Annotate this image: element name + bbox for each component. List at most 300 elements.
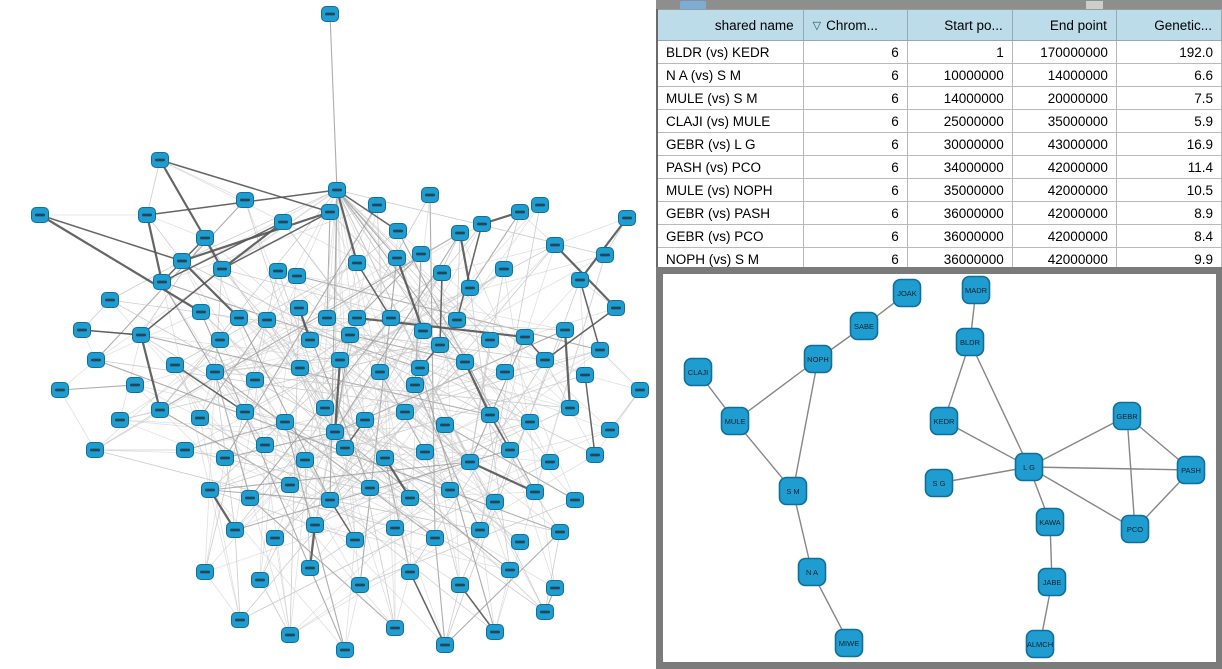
node-label-smudge <box>580 374 590 377</box>
network-node-bldr[interactable] <box>957 329 984 356</box>
node-label-smudge <box>215 339 225 342</box>
network-node[interactable] <box>427 531 444 546</box>
table-cell: 10000000 <box>907 64 1012 87</box>
table-row[interactable] <box>657 133 1222 156</box>
table-cell: 14000000 <box>907 87 1012 110</box>
network-node[interactable] <box>352 578 369 593</box>
node-label-smudge <box>430 537 440 540</box>
network-node[interactable] <box>389 251 406 266</box>
table-cell: 1 <box>907 41 1012 64</box>
node-label-smudge <box>255 579 265 582</box>
network-node[interactable] <box>442 483 459 498</box>
network-node[interactable] <box>174 254 191 269</box>
node-label-smudge <box>499 268 509 271</box>
table-cell: 30000000 <box>907 133 1012 156</box>
network-node[interactable] <box>282 628 299 643</box>
node-label-smudge <box>335 359 345 362</box>
network-edge[interactable] <box>793 359 818 491</box>
node-label-smudge <box>475 529 485 532</box>
network-node[interactable] <box>112 413 129 428</box>
network-node[interactable] <box>397 405 414 420</box>
node-label-smudge <box>515 541 525 544</box>
node-label-smudge <box>555 531 565 534</box>
node-label-smudge <box>105 299 115 302</box>
column-header-1[interactable] <box>803 10 907 41</box>
network-node[interactable] <box>197 231 214 246</box>
table-cell: 42000000 <box>1012 225 1116 248</box>
network-node[interactable] <box>193 305 210 320</box>
network-node[interactable] <box>297 453 314 468</box>
table-cell: 5.9 <box>1116 110 1221 133</box>
network-node[interactable] <box>602 423 619 438</box>
node-label-smudge <box>330 431 340 434</box>
network-node[interactable] <box>537 605 554 620</box>
network-node-n-a[interactable] <box>799 559 826 586</box>
network-node[interactable] <box>307 518 324 533</box>
table-cell: MULE (vs) S M <box>657 87 803 110</box>
network-node[interactable] <box>197 565 214 580</box>
node-label-smudge <box>455 584 465 587</box>
network-node[interactable] <box>88 353 105 368</box>
network-node[interactable] <box>434 266 451 281</box>
network-node[interactable] <box>413 247 430 262</box>
network-node[interactable] <box>302 333 319 348</box>
network-node-mule[interactable] <box>722 408 749 435</box>
network-node[interactable] <box>232 613 249 628</box>
table-row[interactable] <box>657 41 1222 64</box>
column-header-label: End point <box>1049 17 1107 33</box>
node-label-smudge <box>520 336 530 339</box>
table-cell: 6 <box>803 41 907 64</box>
network-node[interactable] <box>289 269 306 284</box>
table-cell: 8.9 <box>1116 202 1221 225</box>
table-cell: 192.0 <box>1116 41 1221 64</box>
node-label-smudge <box>320 407 330 410</box>
network-node[interactable] <box>597 248 614 263</box>
node-label-smudge <box>90 449 100 452</box>
network-node[interactable] <box>542 455 559 470</box>
table-cell: 34000000 <box>907 156 1012 179</box>
network-node[interactable] <box>474 217 491 232</box>
node-label-smudge <box>230 529 240 532</box>
node-label-smudge <box>196 311 206 314</box>
network-node[interactable] <box>337 643 354 658</box>
network-node[interactable] <box>327 425 344 440</box>
network-node[interactable] <box>177 443 194 458</box>
network-node-s-m[interactable] <box>780 478 807 505</box>
network-node[interactable] <box>277 415 294 430</box>
network-node[interactable] <box>437 418 454 433</box>
network-node-sabe[interactable] <box>851 313 878 340</box>
node-label-smudge <box>77 329 87 332</box>
network-node[interactable] <box>422 188 439 203</box>
network-node[interactable] <box>322 205 339 220</box>
table-row[interactable] <box>657 87 1222 110</box>
node-label-smudge <box>418 330 428 333</box>
network-node[interactable] <box>402 491 419 506</box>
network-node[interactable] <box>252 573 269 588</box>
table-cell: 43000000 <box>1012 133 1116 156</box>
network-node[interactable] <box>127 378 144 393</box>
network-node[interactable] <box>390 224 407 239</box>
column-header-2[interactable] <box>907 10 1012 41</box>
node-label-smudge <box>437 272 447 275</box>
node-label-smudge <box>136 334 146 337</box>
network-node[interactable] <box>237 405 254 420</box>
node-label-smudge <box>305 567 315 570</box>
network-node[interactable] <box>369 198 386 213</box>
network-node[interactable] <box>547 238 564 253</box>
network-node[interactable] <box>457 355 474 370</box>
node-label: S M <box>786 486 800 496</box>
node-label: GEBR <box>1116 411 1138 421</box>
network-node[interactable] <box>572 273 589 288</box>
table-cell: 14000000 <box>1012 64 1116 87</box>
network-node[interactable] <box>282 478 299 493</box>
network-node[interactable] <box>462 455 479 470</box>
node-label-smudge <box>393 230 403 233</box>
table-header-row <box>657 10 1222 41</box>
network-node[interactable] <box>102 293 119 308</box>
network-node-noph[interactable] <box>805 346 832 373</box>
table-cell: 6 <box>803 64 907 87</box>
node-label-smudge <box>550 244 560 247</box>
network-node[interactable] <box>152 403 169 418</box>
table-cell: 42000000 <box>1012 156 1116 179</box>
node-label-smudge <box>155 159 165 162</box>
network-node[interactable] <box>512 535 529 550</box>
node-label-smudge <box>540 359 550 362</box>
network-node[interactable] <box>322 493 339 508</box>
scrollbar-thumb[interactable] <box>1086 1 1103 9</box>
network-node[interactable] <box>202 483 219 498</box>
network-node[interactable] <box>259 313 276 328</box>
network-node[interactable] <box>139 208 156 223</box>
network-node[interactable] <box>237 193 254 208</box>
network-node[interactable] <box>349 256 366 271</box>
node-label-smudge <box>262 319 272 322</box>
network-node[interactable] <box>87 443 104 458</box>
network-node[interactable] <box>207 365 224 380</box>
network-node[interactable] <box>212 333 229 348</box>
network-node[interactable] <box>322 7 339 22</box>
network-node[interactable] <box>247 373 264 388</box>
node-label: PCO <box>1126 524 1144 534</box>
network-node[interactable] <box>362 481 379 496</box>
node-label-smudge <box>405 571 415 574</box>
node-label-smudge <box>545 461 555 464</box>
network-node[interactable] <box>437 638 454 653</box>
node-label-smudge <box>375 371 385 374</box>
table-cell: 6 <box>803 248 907 271</box>
node-label-smudge <box>550 587 560 590</box>
network-node[interactable] <box>231 311 248 326</box>
network-edge[interactable] <box>1029 416 1127 467</box>
node-label-smudge <box>505 569 515 572</box>
network-node[interactable] <box>482 408 499 423</box>
network-node[interactable] <box>217 451 234 466</box>
network-node[interactable] <box>52 383 69 398</box>
node-label: KAWA <box>1039 517 1061 527</box>
network-node[interactable] <box>319 311 336 326</box>
network-node-pco[interactable] <box>1122 516 1149 543</box>
network-node-miwe[interactable] <box>836 630 863 657</box>
network-node[interactable] <box>417 445 434 460</box>
network-node[interactable] <box>337 441 354 456</box>
network-node[interactable] <box>349 311 366 326</box>
node-label-smudge <box>170 364 180 367</box>
network-node[interactable] <box>482 333 499 348</box>
column-header-label: Chrom... <box>826 17 878 33</box>
network-node[interactable] <box>257 438 274 453</box>
network-node[interactable] <box>167 358 184 373</box>
node-label-smudge <box>285 484 295 487</box>
column-header-label: shared name <box>714 17 794 33</box>
node-label-smudge <box>325 211 335 214</box>
network-node[interactable] <box>267 531 284 546</box>
table-cell: 25000000 <box>907 110 1012 133</box>
table-cell: 36000000 <box>907 202 1012 225</box>
node-label-smudge <box>360 419 370 422</box>
table-row[interactable] <box>657 225 1222 248</box>
network-node-kawa[interactable] <box>1037 509 1064 536</box>
table-cell: 42000000 <box>1012 248 1116 271</box>
node-label-smudge <box>352 262 362 265</box>
network-node[interactable] <box>487 495 504 510</box>
node-label-smudge <box>416 253 426 256</box>
network-node[interactable] <box>432 338 449 353</box>
node-label-smudge <box>490 631 500 634</box>
network-node[interactable] <box>227 523 244 538</box>
table-cell: 6 <box>803 179 907 202</box>
node-label-smudge <box>278 221 288 224</box>
network-edge[interactable] <box>1127 416 1135 529</box>
network-node[interactable] <box>619 211 636 226</box>
table-cell: N A (vs) S M <box>657 64 803 87</box>
node-label: MULE <box>724 416 746 426</box>
node-label-smudge <box>217 268 227 271</box>
network-node[interactable] <box>291 301 308 316</box>
node-label-smudge <box>452 319 462 322</box>
network-node[interactable] <box>537 353 554 368</box>
network-node[interactable] <box>632 383 649 398</box>
network-node[interactable] <box>512 205 529 220</box>
network-node[interactable] <box>522 415 539 430</box>
network-node[interactable] <box>383 311 400 326</box>
network-node[interactable] <box>154 275 171 290</box>
node-label-smudge <box>500 371 510 374</box>
network-edge[interactable] <box>970 342 1029 467</box>
node-label-smudge <box>260 444 270 447</box>
node-label-smudge <box>455 232 465 235</box>
table-cell: 6.6 <box>1116 64 1221 87</box>
table-cell: 20000000 <box>1012 87 1116 110</box>
network-node[interactable] <box>557 323 574 338</box>
node-label-smudge <box>295 367 305 370</box>
network-edge <box>495 570 510 632</box>
network-node-s-g[interactable] <box>926 470 953 497</box>
table-row[interactable] <box>657 202 1222 225</box>
network-edge[interactable] <box>1029 467 1191 470</box>
network-node[interactable] <box>214 262 231 277</box>
subnetwork-panel <box>656 267 1222 669</box>
node-label-smudge <box>273 270 283 273</box>
node-label-smudge <box>300 459 310 462</box>
node-label-smudge <box>142 214 152 217</box>
network-node[interactable] <box>387 521 404 536</box>
network-node[interactable] <box>329 183 346 198</box>
node-label-smudge <box>155 409 165 412</box>
network-node[interactable] <box>587 448 604 463</box>
network-node[interactable] <box>547 581 564 596</box>
node-label-smudge <box>305 339 315 342</box>
column-header-4[interactable] <box>1116 10 1221 41</box>
network-node[interactable] <box>242 491 259 506</box>
network-node[interactable] <box>302 561 319 576</box>
node-label-smudge <box>590 454 600 457</box>
node-label-smudge <box>200 571 210 574</box>
table-row[interactable] <box>657 179 1222 202</box>
network-node-almch[interactable] <box>1027 631 1054 658</box>
network-node-pash[interactable] <box>1178 457 1205 484</box>
network-node-l-g[interactable] <box>1016 454 1043 481</box>
table-cell: 7.5 <box>1116 87 1221 110</box>
network-node[interactable] <box>452 578 469 593</box>
column-header-3[interactable] <box>1012 10 1116 41</box>
network-node[interactable] <box>462 281 479 296</box>
table-row[interactable] <box>657 110 1222 133</box>
network-node[interactable] <box>487 625 504 640</box>
network-node[interactable] <box>133 328 150 343</box>
network-node[interactable] <box>192 411 209 426</box>
table-cell: 35000000 <box>907 179 1012 202</box>
node-label-smudge <box>420 451 430 454</box>
node-label-smudge <box>372 204 382 207</box>
network-node[interactable] <box>552 525 569 540</box>
network-node[interactable] <box>357 413 374 428</box>
node-label-smudge <box>177 260 187 263</box>
node-label-smudge <box>235 619 245 622</box>
node-label-smudge <box>210 371 220 374</box>
node-label-smudge <box>611 307 621 310</box>
node-label-smudge <box>345 334 355 337</box>
network-edge <box>330 14 337 190</box>
table-cell: 6 <box>803 87 907 110</box>
network-node[interactable] <box>412 361 429 376</box>
node-label-smudge <box>292 275 302 278</box>
network-node[interactable] <box>402 565 419 580</box>
network-node[interactable] <box>502 443 519 458</box>
network-node[interactable] <box>577 368 594 383</box>
network-node[interactable] <box>292 361 309 376</box>
network-node[interactable] <box>407 378 424 393</box>
network-node[interactable] <box>415 324 432 339</box>
node-label-smudge <box>560 329 570 332</box>
table-cell: 9.9 <box>1116 248 1221 271</box>
network-node-gebr[interactable] <box>1114 403 1141 430</box>
network-node[interactable] <box>32 208 49 223</box>
network-node[interactable] <box>74 323 91 338</box>
network-node-kedr[interactable] <box>931 408 958 435</box>
network-node[interactable] <box>275 215 292 230</box>
network-node[interactable] <box>608 301 625 316</box>
network-node[interactable] <box>472 523 489 538</box>
node-label-smudge <box>386 317 396 320</box>
node-label-smudge <box>605 429 615 432</box>
network-node[interactable] <box>449 313 466 328</box>
table-cell: BLDR (vs) KEDR <box>657 41 803 64</box>
table-cell: 6 <box>803 110 907 133</box>
network-node[interactable] <box>377 451 394 466</box>
node-label-smudge <box>365 487 375 490</box>
toolbar-tab[interactable] <box>680 1 706 9</box>
network-node[interactable] <box>567 493 584 508</box>
network-node[interactable] <box>372 365 389 380</box>
network-node[interactable] <box>342 328 359 343</box>
network-node-jabe[interactable] <box>1039 569 1066 596</box>
table-cell: 42000000 <box>1012 179 1116 202</box>
network-node-madr[interactable] <box>963 277 990 304</box>
node-label: ALMCH <box>1026 639 1054 649</box>
node-label-smudge <box>485 414 495 417</box>
node-label: JABE <box>1042 577 1062 587</box>
network-node-claji[interactable] <box>685 359 712 386</box>
node-label-smudge <box>200 237 210 240</box>
table-cell: NOPH (vs) S M <box>657 248 803 271</box>
table-cell: 10.5 <box>1116 179 1221 202</box>
node-label-smudge <box>405 497 415 500</box>
node-label-smudge <box>157 281 167 284</box>
table-row[interactable] <box>657 156 1222 179</box>
node-label-smudge <box>325 499 335 502</box>
node-label-smudge <box>280 421 290 424</box>
node-label-smudge <box>570 499 580 502</box>
network-node[interactable] <box>332 353 349 368</box>
network-node[interactable] <box>270 264 287 279</box>
table-cell: MULE (vs) NOPH <box>657 179 803 202</box>
network-node[interactable] <box>502 563 519 578</box>
table-cell: GEBR (vs) PCO <box>657 225 803 248</box>
node-label-smudge <box>234 317 244 320</box>
column-header-label: Genetic... <box>1154 17 1212 33</box>
node-label: S G <box>932 478 946 488</box>
network-node[interactable] <box>517 330 534 345</box>
network-node[interactable] <box>452 226 469 241</box>
node-label-smudge <box>410 384 420 387</box>
network-node[interactable] <box>592 343 609 358</box>
network-node[interactable] <box>152 153 169 168</box>
node-label-smudge <box>220 457 230 460</box>
network-node[interactable] <box>496 262 513 277</box>
network-edge <box>504 212 520 269</box>
node-label-smudge <box>380 457 390 460</box>
network-node[interactable] <box>562 401 579 416</box>
filter-icon[interactable]: ▽ <box>812 19 822 32</box>
network-node[interactable] <box>497 365 514 380</box>
network-node[interactable] <box>532 198 549 213</box>
network-node-joak[interactable] <box>894 280 921 307</box>
network-node[interactable] <box>317 401 334 416</box>
node-label: SABE <box>853 321 875 331</box>
network-node[interactable] <box>527 485 544 500</box>
network-node[interactable] <box>387 621 404 636</box>
column-header-0[interactable] <box>657 10 803 41</box>
network-node[interactable] <box>347 533 364 548</box>
node-label: CLAJI <box>687 367 709 377</box>
table-cell: 42000000 <box>1012 202 1116 225</box>
edge-attribute-table <box>656 9 1222 271</box>
table-row[interactable] <box>657 64 1222 87</box>
